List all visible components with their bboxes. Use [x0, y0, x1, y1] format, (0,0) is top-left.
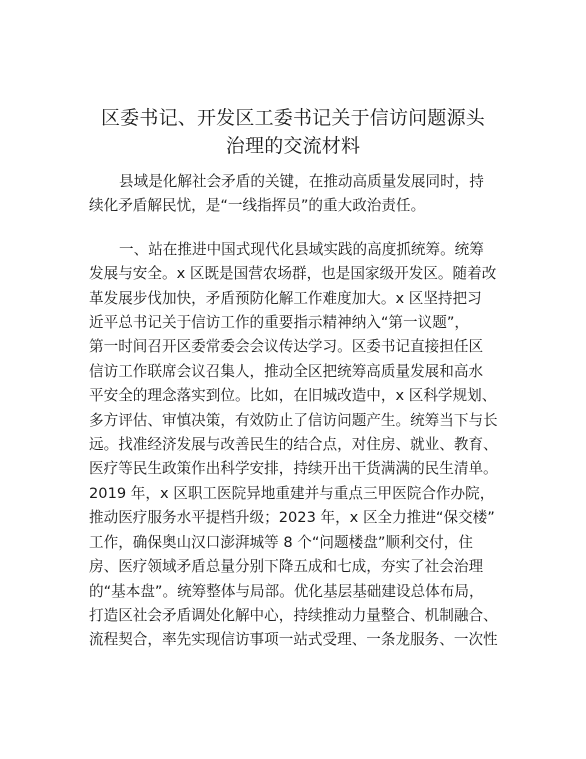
- document-title: [60, 104, 526, 160]
- text-line: 平安全的理念落实到位。比如，在旧城改造中，x 区科学规划、: [89, 387, 497, 405]
- paragraph-intro: [89, 170, 501, 219]
- title-line-1: 区委书记、开发区工委书记关于信访问题源头: [100, 107, 485, 129]
- text-line: 信访工作联席会议召集人，推动全区把统筹高质量发展和高水: [89, 362, 484, 380]
- text-line: 一、站在推进中国式现代化县域实践的高度抓统筹。统筹: [119, 240, 484, 258]
- text-line: 县域是化解社会矛盾的关键，在推动高质量发展同时，持: [119, 173, 484, 190]
- text-line: 推动医疗服务水平提档升级；2023 年，x 区全力推进“保交楼”: [89, 509, 495, 527]
- text-line: 打造区社会矛盾调处化解中心，持续推动力量整合、机制融合、: [89, 606, 498, 624]
- text-line: 远。找准经济发展与改善民生的结合点，对住房、就业、教育、: [89, 436, 498, 454]
- text-line: 第一时间召开区委常委会会议传达学习。区委书记直接担任区: [89, 338, 484, 356]
- text-line: 房、医疗领域矛盾总量分别下降五成和七成，夯实了社会治理: [89, 558, 484, 576]
- text-line: 医疗等民生政策作出科学安排，持续开出干货满满的民生清单。: [89, 460, 498, 478]
- text-line: 的“基本盘”。统筹整体与局部。优化基层基础建设总体布局，: [89, 582, 484, 600]
- text-line: 流程契合，率先实现信访事项一站式受理、一条龙服务、一次性: [89, 631, 498, 649]
- text-line: 多方评估、审慎决策，有效防止了信访问题产生。统筹当下与长: [89, 411, 498, 429]
- text-line: 发展与安全。x 区既是国营农场群，也是国家级开发区。随着改: [89, 265, 497, 283]
- text-line: 续化矛盾解民忧，是“一线指挥员”的重大政治责任。: [89, 197, 426, 215]
- paragraph-section-one: [89, 238, 501, 653]
- document-body: [89, 170, 501, 653]
- text-line: 近平总书记关于信访工作的重要指示精神纳入“第一议题”，: [89, 314, 469, 332]
- text-line: 2019 年，x 区职工医院异地重建并与重点三甲医院合作办院，: [89, 484, 495, 502]
- text-line: 革发展步伐加快，矛盾预防化解工作难度加大。x 区坚持把习: [89, 289, 482, 307]
- text-line: 工作，确保奥山汉口澎湃城等 8 个“问题楼盘”顺利交付，住: [89, 533, 473, 551]
- title-line-2: 治理的交流材料: [225, 135, 361, 157]
